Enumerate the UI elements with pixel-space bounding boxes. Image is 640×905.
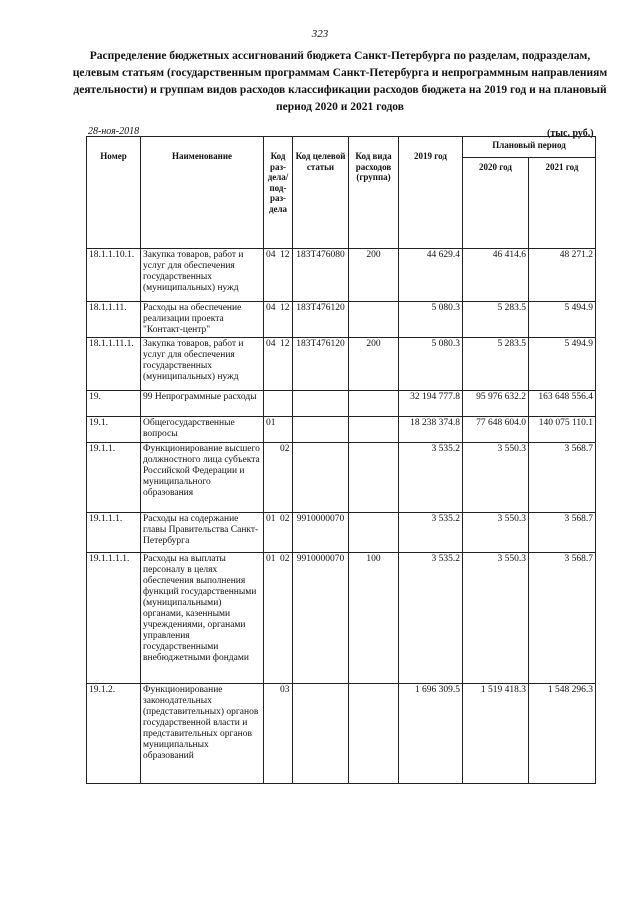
row-razdel: 01 [264, 513, 278, 553]
row-2021: 3 568.7 [529, 513, 596, 553]
row-2021: 3 568.7 [529, 443, 596, 513]
header-expense-type-code: Код вида расходов (группа) [349, 137, 399, 249]
row-2020: 3 550.3 [463, 513, 529, 553]
row-2019: 5 080.3 [399, 302, 463, 338]
table-row [87, 391, 596, 417]
row-podrazdel: 12 [278, 302, 293, 338]
row-2019: 5 080.3 [399, 338, 463, 391]
row-number: 19.1.1.1.1. [87, 553, 141, 684]
row-type [349, 302, 399, 338]
table-row [87, 513, 596, 553]
row-2021: 5 494.9 [529, 338, 596, 391]
row-name: Расходы на содержание главы Правительства Санкт-Петербурга [141, 513, 264, 553]
table-row [87, 553, 596, 684]
row-target: 9910000070 [293, 553, 349, 684]
row-name: Функционирование законодательных (представительных) органов государственной власти и представительных органов муниципальных образований [141, 684, 264, 784]
row-2021: 140 075 110.1 [529, 417, 596, 443]
row-podrazdel [278, 391, 293, 417]
row-name: Расходы на выплаты персоналу в целях обеспечения выполнения функций государственными (муниципальными) органами, казенными учреждениями, органами управления государственными внебюджетными фондами [141, 553, 264, 684]
row-2019: 18 238 374.8 [399, 417, 463, 443]
row-podrazdel [278, 417, 293, 443]
row-2021: 3 568.7 [529, 553, 596, 684]
budget-table [86, 136, 596, 784]
row-number: 19.1.1.1. [87, 513, 141, 553]
row-2020: 77 648 604.0 [463, 417, 529, 443]
row-2021: 163 648 556.4 [529, 391, 596, 417]
row-type [349, 513, 399, 553]
row-type [349, 391, 399, 417]
table-row [87, 443, 596, 513]
row-2019: 3 535.2 [399, 513, 463, 553]
row-2021: 1 548 296.3 [529, 684, 596, 784]
row-2020: 3 550.3 [463, 553, 529, 684]
row-podrazdel: 12 [278, 249, 293, 302]
header-target-code: Код целевой статьи [293, 137, 349, 249]
row-podrazdel: 03 [278, 684, 293, 784]
header-2020: 2020 год [463, 158, 529, 249]
row-target: 183Т476120 [293, 302, 349, 338]
row-number: 18.1.1.11. [87, 302, 141, 338]
row-2019: 44 629.4 [399, 249, 463, 302]
row-number: 19.1.1. [87, 443, 141, 513]
row-podrazdel: 02 [278, 553, 293, 684]
row-name: Общегосударственные вопросы [141, 417, 264, 443]
row-2020: 95 976 632.2 [463, 391, 529, 417]
row-2021: 48 271.2 [529, 249, 596, 302]
row-2019: 1 696 309.5 [399, 684, 463, 784]
row-razdel: 04 [264, 302, 278, 338]
row-target [293, 417, 349, 443]
row-target [293, 684, 349, 784]
row-name: Расходы на обеспечение реализации проекта "Контакт-центр" [141, 302, 264, 338]
row-2020: 5 283.5 [463, 338, 529, 391]
row-podrazdel: 02 [278, 443, 293, 513]
row-number: 18.1.1.10.1. [87, 249, 141, 302]
row-type: 200 [349, 338, 399, 391]
header-section-code: Код раз-дела/ под-раз-дела [264, 137, 293, 249]
row-razdel [264, 391, 278, 417]
row-number: 19.1. [87, 417, 141, 443]
row-2020: 3 550.3 [463, 443, 529, 513]
row-podrazdel: 12 [278, 338, 293, 391]
row-razdel [264, 684, 278, 784]
row-2019: 3 535.2 [399, 443, 463, 513]
row-type: 200 [349, 249, 399, 302]
table-row [87, 338, 596, 391]
header-2019: 2019 год [399, 137, 463, 249]
table-row [87, 417, 596, 443]
row-type: 100 [349, 553, 399, 684]
row-target: 183Т476080 [293, 249, 349, 302]
header-2021: 2021 год [529, 158, 596, 249]
row-podrazdel: 02 [278, 513, 293, 553]
header-plan-period: Плановый период [463, 137, 596, 158]
row-razdel [264, 443, 278, 513]
row-type [349, 417, 399, 443]
row-number: 19. [87, 391, 141, 417]
row-2020: 5 283.5 [463, 302, 529, 338]
table-row [87, 249, 596, 302]
row-razdel: 01 [264, 417, 278, 443]
row-2020: 46 414.6 [463, 249, 529, 302]
row-name: Функционирование высшего должностного лица субъекта Российской Федерации и муниципального образования [141, 443, 264, 513]
row-number: 19.1.2. [87, 684, 141, 784]
row-2021: 5 494.9 [529, 302, 596, 338]
row-name: Закупка товаров, работ и услуг для обеспечения государственных (муниципальных) нужд [141, 249, 264, 302]
header-number: Номер [87, 137, 141, 249]
row-razdel: 04 [264, 249, 278, 302]
row-target: 9910000070 [293, 513, 349, 553]
document-date: 28-ноя-2018 [88, 126, 140, 137]
row-name: 99 Непрограммные расходы [141, 391, 264, 417]
row-type [349, 443, 399, 513]
row-number: 18.1.1.11.1. [87, 338, 141, 391]
row-type [349, 684, 399, 784]
row-name: Закупка товаров, работ и услуг для обеспечения государственных (муниципальных) нужд [141, 338, 264, 391]
row-target [293, 443, 349, 513]
row-2019: 3 535.2 [399, 553, 463, 684]
document-title: Распределение бюджетных ассигнований бюджета Санкт-Петербурга по разделам, подразделам, целевым статьям (государственным программам Санкт-Петербурга и непрограммным направлениям деятельности) и группам видов расходов классификации расходов бюджета на 2019 год и на плановый период 2020 и 2021 годов [72, 50, 608, 113]
table-row [87, 302, 596, 338]
header-name: Наименование [141, 137, 264, 249]
table-row [87, 684, 596, 784]
row-target: 183Т476120 [293, 338, 349, 391]
row-razdel: 04 [264, 338, 278, 391]
page-number: 323 [311, 28, 329, 40]
row-target [293, 391, 349, 417]
row-razdel: 01 [264, 553, 278, 684]
row-2019: 32 194 777.8 [399, 391, 463, 417]
units-label: (тыс. руб.) [547, 128, 594, 139]
row-2020: 1 519 418.3 [463, 684, 529, 784]
